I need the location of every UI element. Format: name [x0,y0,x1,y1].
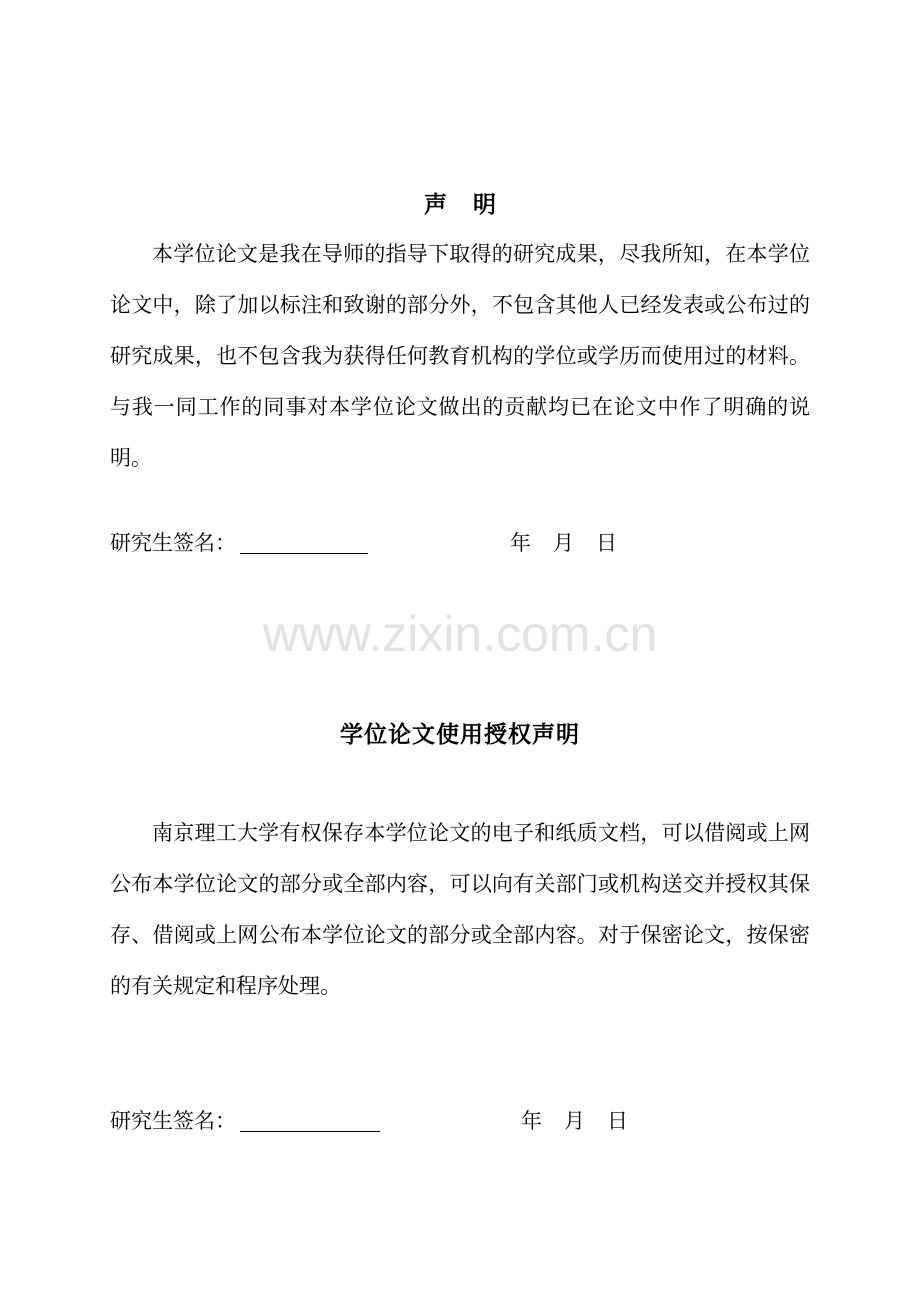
declaration-title: 声明 [424,191,522,218]
authorization-title: 学位论文使用授权声明 [340,721,580,748]
authorization-body: 南京理工大学有权保存本学位论文的电子和纸质文档，可以借阅或上网公布本学位论文的部分或全部内容，可以向有关部门或机构送交并授权其保存、借阅或上网公布本学位论文的部分或全部内容。对于保密论文，按保密的有关规定和程序处理。 [110,821,810,998]
authorization-signature-row [110,1106,810,1136]
date-day-label: 日 [596,531,617,555]
signature-label: 研究生签名： [110,1109,236,1133]
declaration-body: 本学位论文是我在导师的指导下取得的研究成果，尽我所知，在本学位论文中，除了加以标注和致谢的部分外，不包含其他人已经发表或公布过的研究成果，也不包含我为获得任何教育机构的学位或学历而使用过的材料。与我一同工作的同事对本学位论文做出的贡献均已在论文中作了明确的说明。 [110,242,810,470]
date-day-label: 日 [607,1109,628,1133]
date-year-label: 年 [521,1109,542,1133]
date-fields [521,1106,628,1136]
signature-label: 研究生签名： [110,531,236,555]
date-month-label: 月 [553,531,574,555]
date-month-label: 月 [564,1109,585,1133]
signature-line [240,553,368,554]
declaration-signature-row [110,528,810,558]
signature-line [240,1131,380,1132]
date-year-label: 年 [510,531,531,555]
date-fields [510,528,617,558]
watermark: www.zixin.com.cn [262,606,658,662]
